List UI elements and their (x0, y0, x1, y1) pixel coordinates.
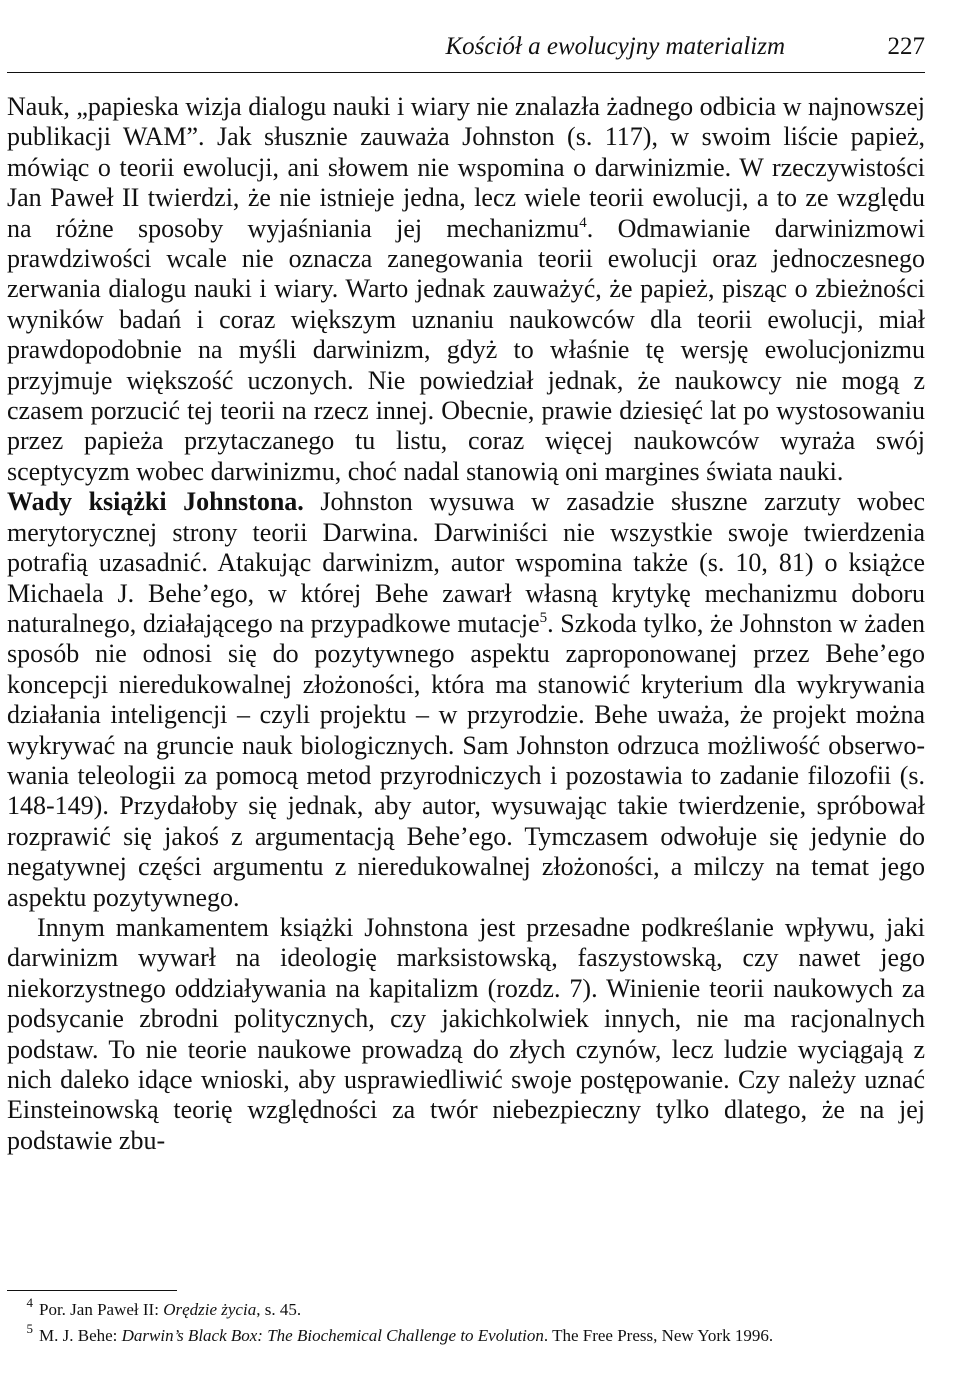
running-title: Kościół a ewolucyjny materializm (445, 33, 785, 60)
footnote-5-suffix: . The Free Press, New York 1996. (543, 1326, 774, 1345)
footnote-4-number: 4 (26, 1295, 33, 1310)
footnote-4-title: Orędzie życia (163, 1300, 257, 1319)
footnote-5-number: 5 (26, 1321, 33, 1336)
footnote-5-title: Darwin’s Black Box: The Biochemical Challenge to Evolution (121, 1326, 544, 1345)
header-rule (7, 72, 925, 73)
section-heading-inline: Wady książki Johnstona. (7, 487, 304, 517)
footnote-4-prefix: Por. Jan Paweł II: (39, 1300, 164, 1319)
footnote-5 (7, 1321, 925, 1348)
footnote-rule (7, 1290, 177, 1291)
footnote-4 (7, 1295, 925, 1322)
footnote-4-suffix: , s. 45. (256, 1300, 302, 1319)
paragraph-3 (7, 913, 925, 1156)
footnotes (7, 1295, 925, 1350)
main-text (7, 92, 925, 1156)
footnote-4-marker (7, 1295, 39, 1322)
paragraph-2-text-a: Johnston wysuwa w zasadzie słuszne zarzuty wobec merytorycznej strony teorii Darwina. Darwiniści nie wszystkie swoje twierdzenia potrafią uzasadnić. Atakując darwinizm, autor wspomina także (s. 10, 81) o książce Michaela J. Behe’ego, w której Behe zawarł własną krytykę mechanizmu doboru naturalnego, działającego na przypadkowe mutacje (7, 487, 925, 638)
footnote-5-marker (7, 1321, 39, 1348)
paragraph-1-text-a: Nauk, „papieska wizja dialogu nauki i wiary nie znalazła żadnego odbicia w najnowszej publikacji WAM”. Jak słusznie zauważa Johnston (s. 117), w swoim liście papież, mówiąc o teorii ewolucji, ani słowem nie wspomina o darwinizmie. W rzeczywistości Jan Paweł II twierdzi, że nie istnieje jedna, lecz wiele teorii ewolucji, a to ze względu na różne sposoby wyjaśniania jej mechanizmu (7, 92, 925, 243)
page-number: 227 (887, 33, 925, 60)
paragraph-1 (7, 92, 925, 487)
paragraph-1-text-b: . Odmawianie darwinizmowi prawdziwości wcale nie oznacza zanegowania teorii ewolucji oraz jednoczesnego zerwania dialogu nauki i wiary. Warto jednak zauważyć, że papież, pisząc o zbieżności wyników badań i coraz większym uznaniu naukowców dla teorii ewolucji, miał prawdopodobnie na myśli darwinizm, gdyż to właśnie tę wersję ewolucjonizmu przyjmuje większość uczonych. Nie powiedział jednak, że naukowcy nie mogą z czasem porzucić tej teorii na rzecz innej. Obecnie, prawie dziesięć lat po wystosowaniu przez papieża przytaczanego tu listu, coraz więcej naukowców wyraża swój sceptycyzm wobec darwinizmu, choć nadal stanowią oni margines świata nauki. (7, 213, 925, 486)
footnote-ref-5: 5 (539, 609, 548, 626)
paragraph-2-text-b: . Szkoda tylko, że Johnston w żaden sposób nie odnosi się do pozytywnego aspektu zaproponowanej przez Behe’ego koncepcji nieredukowalnej złożoności, która ma stanowić kryterium dla wykrywania działania inteligencji – czyli projektu – w przyrodzie. Behe uważa, że projekt można wykrywać na gruncie nauk biologicznych. Sam Johnston odrzuca możliwość obserwowania teleologii za pomocą metod przyrodniczych i pozostawia to zadanie filozofii (s. 148-149). Przydałoby się jednak, aby autor, wysuwając takie twierdzenie, spróbował rozprawić się jakoś z argumentacją Behe’ego. Tymczasem odwołuje się jedynie do negatywnej części argumentu z nieredukowalnej złożoności, a milczy na temat jego aspektu pozytywnego. (7, 608, 925, 912)
paragraph-2 (7, 487, 925, 913)
paragraph-3-text: Innym mankamentem książki Johnstona jest przesadne podkreślanie wpływu, jaki darwinizm wywarł na ideologię marksistowską, faszystowską, czy nawet jego niekorzystnego oddziaływania na kapitalizm (rozdz. 7). Winienie teorii naukowych za podsycanie zbrodni politycznych, czy jakichkolwiek innych, nie ma racjonalnych podstaw. To nie teorie naukowe prowadzą do złych czynów, lecz ludzie wyciągają z nich daleko idące wnioski, aby usprawiedliwić swoje postępowanie. Czy należy uznać Einsteinowską teorię względności za twór niebezpieczny tylko dlatego, że na jej podstawie zbu- (7, 912, 925, 1155)
footnote-ref-4: 4 (579, 214, 587, 231)
book-page (7, 0, 925, 1374)
footnote-5-prefix: M. J. Behe: (39, 1326, 122, 1345)
page-header (7, 30, 925, 64)
